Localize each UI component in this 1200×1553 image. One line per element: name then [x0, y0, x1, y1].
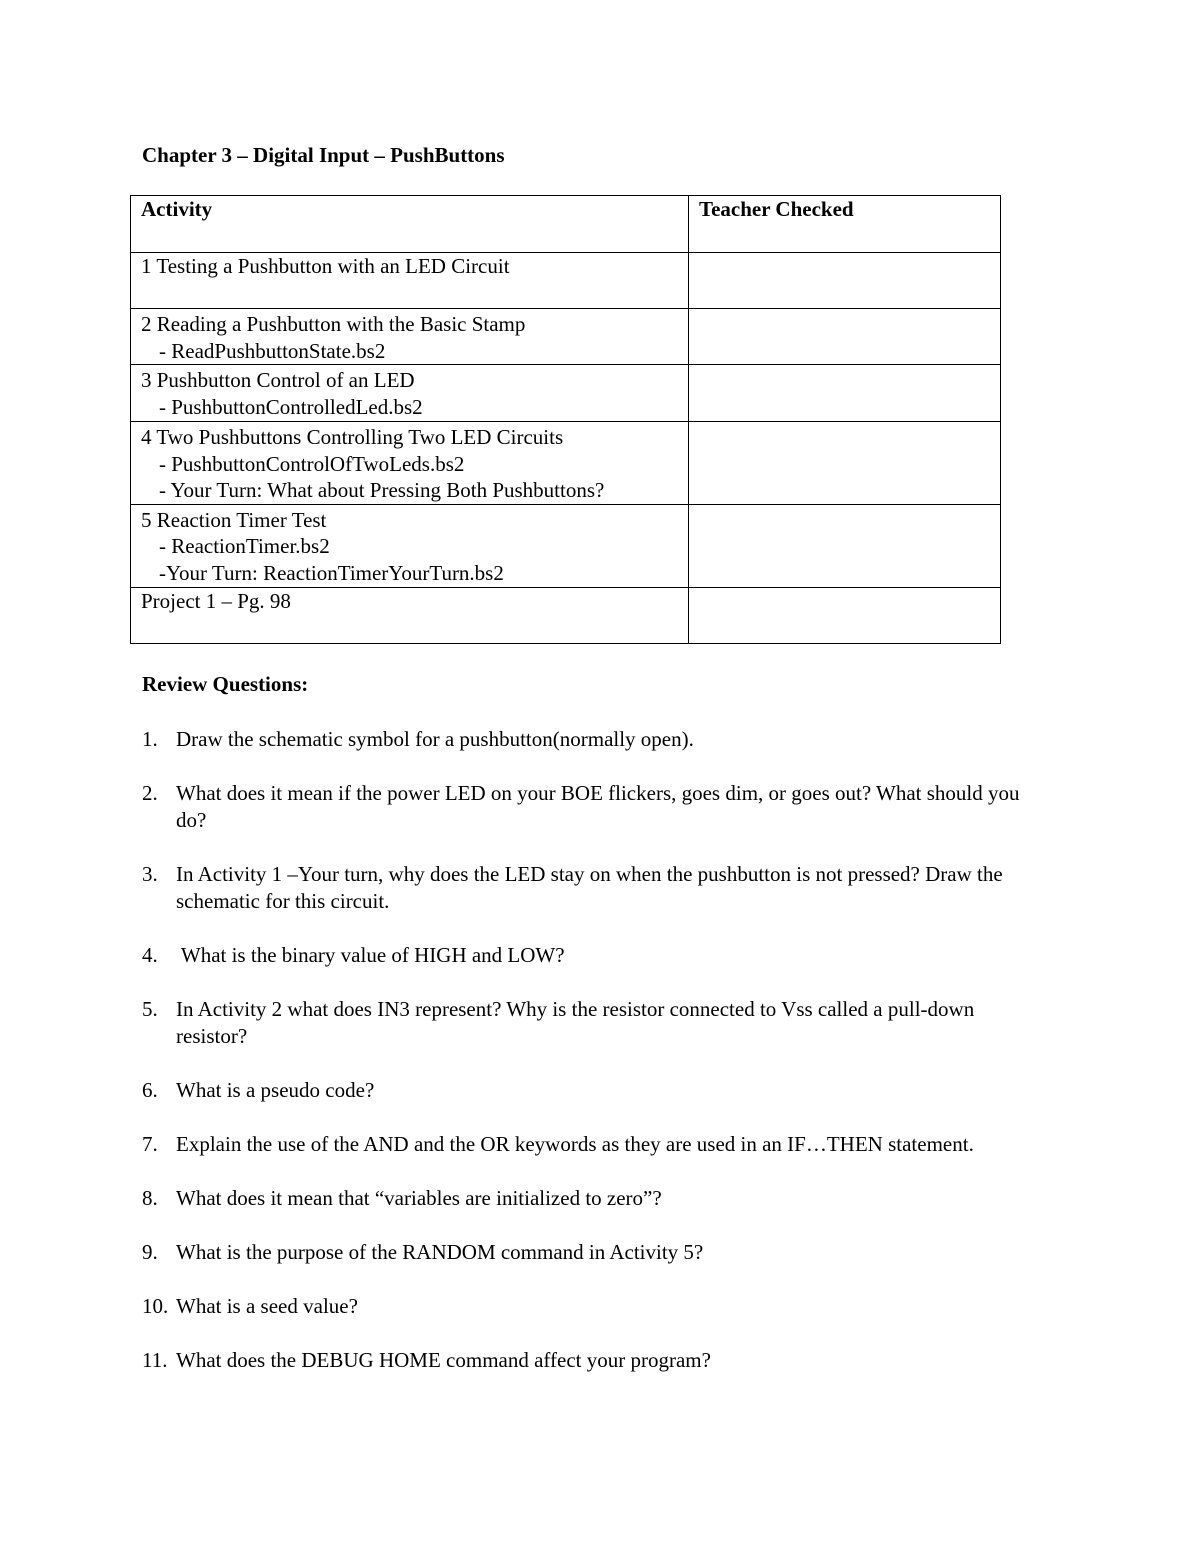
- list-item: [142, 1347, 1032, 1374]
- activity-subline: - Your Turn: What about Pressing Both Pushbuttons?: [159, 478, 605, 502]
- activity-line: 4 Two Pushbuttons Controlling Two LED Circuits: [141, 425, 564, 449]
- activity-cell: [131, 253, 689, 309]
- question-number: 10.: [142, 1294, 169, 1318]
- teacher-check-cell: [689, 309, 1001, 365]
- table-header-row: [131, 196, 1001, 253]
- question-number: 1.: [142, 727, 158, 751]
- list-item: [142, 1185, 1032, 1212]
- list-item: [142, 996, 1032, 1050]
- table-row: [131, 309, 1001, 365]
- list-item: [142, 1239, 1032, 1266]
- question-number: 2.: [142, 781, 158, 805]
- activity-line: 1 Testing a Pushbutton with an LED Circuit: [141, 254, 510, 278]
- activity-subline: -Your Turn: ReactionTimerYourTurn.bs2: [159, 560, 504, 585]
- question-text: What is the binary value of HIGH and LOW?: [176, 943, 565, 967]
- question-text: What does it mean if the power LED on your BOE flickers, goes dim, or goes out? What should you do?: [176, 781, 1020, 832]
- header-activity: Activity: [131, 196, 689, 253]
- question-number: 4.: [142, 943, 158, 967]
- question-text: In Activity 1 –Your turn, why does the LED stay on when the pushbutton is not pressed? Draw the schematic for this circuit.: [176, 862, 1003, 913]
- list-item: [142, 861, 1032, 915]
- activity-subline: - ReadPushbuttonState.bs2: [159, 338, 386, 363]
- table-row: [131, 587, 1001, 643]
- question-number: 6.: [142, 1078, 158, 1102]
- activity-cell: [131, 365, 689, 422]
- table-row: [131, 504, 1001, 587]
- question-text: What does it mean that “variables are initialized to zero”?: [176, 1186, 662, 1210]
- activity-line: 5 Reaction Timer Test: [141, 507, 327, 532]
- teacher-check-cell: [689, 253, 1001, 309]
- activity-line: 2 Reading a Pushbutton with the Basic Stamp: [141, 312, 526, 336]
- list-item: [142, 726, 1032, 753]
- activity-subline: - ReactionTimer.bs2: [159, 534, 330, 558]
- question-number: 8.: [142, 1186, 158, 1210]
- list-item: [142, 780, 1032, 834]
- question-number: 9.: [142, 1240, 158, 1264]
- activity-subline: - PushbuttonControlOfTwoLeds.bs2: [159, 451, 465, 476]
- list-item: [142, 1131, 1032, 1158]
- activity-checklist-table: [130, 195, 1001, 644]
- question-number: 5.: [142, 997, 158, 1021]
- teacher-check-cell: [689, 422, 1001, 505]
- question-number: 11.: [142, 1348, 168, 1372]
- question-text: What does the DEBUG HOME command affect your program?: [176, 1348, 711, 1372]
- question-text: What is a seed value?: [176, 1294, 358, 1318]
- question-text: Draw the schematic symbol for a pushbutton(normally open).: [176, 727, 694, 751]
- question-number: 7.: [142, 1132, 158, 1156]
- activity-cell: [131, 422, 689, 505]
- review-questions-list: [142, 726, 1032, 1401]
- question-number: 3.: [142, 862, 158, 886]
- table-row: [131, 365, 1001, 422]
- question-text: What is the purpose of the RANDOM command in Activity 5?: [176, 1240, 704, 1264]
- question-text: In Activity 2 what does IN3 represent? Why is the resistor connected to Vss called a pull-down resistor?: [176, 997, 975, 1048]
- table-row: [131, 422, 1001, 505]
- header-teacher-checked: Teacher Checked: [689, 196, 1001, 253]
- list-item: [142, 1293, 1032, 1320]
- activity-cell: [131, 587, 689, 643]
- activity-line: 3 Pushbutton Control of an LED: [141, 368, 415, 392]
- review-questions-heading: Review Questions:: [142, 672, 309, 696]
- teacher-check-cell: [689, 365, 1001, 422]
- activity-cell: [131, 309, 689, 365]
- activity-cell: [131, 504, 689, 587]
- table-row: [131, 253, 1001, 309]
- document-title: Chapter 3 – Digital Input – PushButtons: [142, 143, 505, 167]
- question-text: Explain the use of the AND and the OR keywords as they are used in an IF…THEN statement.: [176, 1132, 974, 1156]
- teacher-check-cell: [689, 587, 1001, 643]
- activity-line: Project 1 – Pg. 98: [141, 588, 291, 613]
- activity-subline: - PushbuttonControlledLed.bs2: [159, 394, 423, 419]
- question-text: What is a pseudo code?: [176, 1078, 375, 1102]
- list-item: [142, 942, 1032, 969]
- teacher-check-cell: [689, 504, 1001, 587]
- list-item: [142, 1077, 1032, 1104]
